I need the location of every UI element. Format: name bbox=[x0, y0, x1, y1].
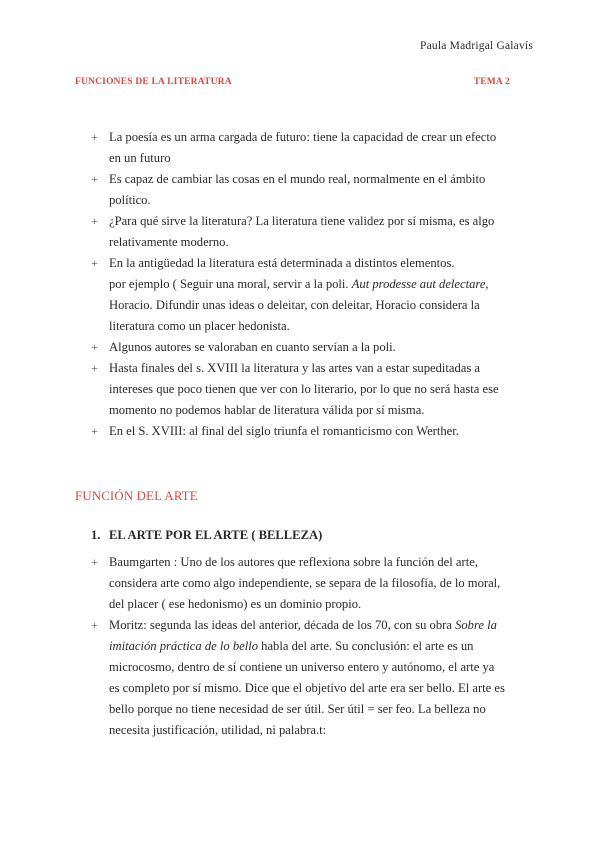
subsection-text: EL ARTE POR EL ARTE ( BELLEZA) bbox=[109, 528, 323, 542]
document-title: FUNCIONES DE LA LITERATURA bbox=[75, 77, 232, 87]
line: intereses que poco tienen que ver con lo literario, por lo que no será hasta ese bbox=[109, 382, 499, 396]
list-item bbox=[91, 337, 531, 358]
line: bello porque no tiene necesidad de ser útil. Ser útil = ser feo. La belleza no bbox=[109, 702, 486, 716]
work-title: imitación práctica de lo bello bbox=[109, 639, 258, 653]
line: Algunos autores se valoraban en cuanto servían a la poli. bbox=[109, 340, 396, 354]
line: por ejemplo ( Seguir una moral, servir a la poli. bbox=[109, 277, 352, 291]
bullet-list-art bbox=[91, 552, 531, 741]
line: Baumgarten : Uno de los autores que reflexiona sobre la función del arte, bbox=[109, 555, 478, 569]
bullet-marker: + bbox=[91, 555, 98, 569]
list-item bbox=[91, 169, 531, 211]
list-item bbox=[91, 358, 531, 421]
line: político. bbox=[109, 193, 151, 207]
line: es completo por sí mismo. Dice que el objetivo del arte era ser bello. El arte es bbox=[109, 681, 505, 695]
subsection-heading bbox=[91, 528, 322, 543]
latin-quote: Aut prodesse aut delectare, bbox=[351, 277, 489, 291]
work-title: Sobre la bbox=[455, 618, 497, 632]
subsection-number: 1. bbox=[91, 528, 101, 542]
list-item bbox=[91, 421, 531, 442]
bullet-marker: + bbox=[91, 618, 98, 632]
line: en un futuro bbox=[109, 151, 171, 165]
topic-number: TEMA 2 bbox=[473, 77, 510, 87]
line: momento no podemos hablar de literatura válida por sí misma. bbox=[109, 403, 425, 417]
author-name: Paula Madrigal Galavís bbox=[420, 40, 533, 52]
line: Horacio. Difundir unas ideas o deleitar, con deleitar, Horacio considera la bbox=[109, 298, 480, 312]
section-title: FUNCIÓN DEL ARTE bbox=[75, 489, 198, 503]
line: La poesía es un arma cargada de futuro: tiene la capacidad de crear un efecto bbox=[109, 130, 497, 144]
page-header bbox=[75, 77, 515, 87]
list-item bbox=[91, 552, 531, 615]
line: En la antigüedad la literatura está determinada a distintos elementos. bbox=[109, 256, 455, 270]
list-item bbox=[91, 127, 531, 169]
bullet-marker: + bbox=[91, 340, 98, 354]
line: En el S. XVIII: al final del siglo triunfa el romanticismo con Werther. bbox=[109, 424, 459, 438]
list-item bbox=[91, 615, 531, 741]
bullet-marker: + bbox=[91, 214, 98, 228]
line: Es capaz de cambiar las cosas en el mundo real, normalmente en el ámbito bbox=[109, 172, 486, 186]
line: del placer ( ese hedonismo) es un dominio propio. bbox=[109, 597, 362, 611]
bullet-marker: + bbox=[91, 256, 98, 270]
line: necesita justificación, utilidad, ni palabra.t: bbox=[109, 723, 327, 737]
bullet-marker: + bbox=[91, 130, 98, 144]
bullet-marker: + bbox=[91, 172, 98, 186]
line: Hasta finales del s. XVIII la literatura y las artes van a estar supeditadas a bbox=[109, 361, 481, 375]
line: considera arte como algo independiente, se separa de la filosofía, de lo moral, bbox=[109, 576, 501, 590]
line: microcosmo, dentro de sí contiene un universo entero y autónomo, el arte ya bbox=[109, 660, 495, 674]
list-item bbox=[91, 211, 531, 253]
bullet-marker: + bbox=[91, 424, 98, 438]
bullet-list-literature bbox=[91, 127, 531, 442]
line: literatura como un placer hedonista. bbox=[109, 319, 290, 333]
line: Moritz: segunda las ideas del anterior, década de los 70, con su obra bbox=[109, 618, 456, 632]
bullet-marker: + bbox=[91, 361, 98, 375]
line: habla del arte. Su conclusión: el arte es un bbox=[258, 639, 474, 653]
list-item bbox=[91, 253, 531, 337]
line: relativamente moderno. bbox=[109, 235, 229, 249]
line: ¿Para qué sirve la literatura? La literatura tiene validez por sí misma, es algo bbox=[109, 214, 495, 228]
